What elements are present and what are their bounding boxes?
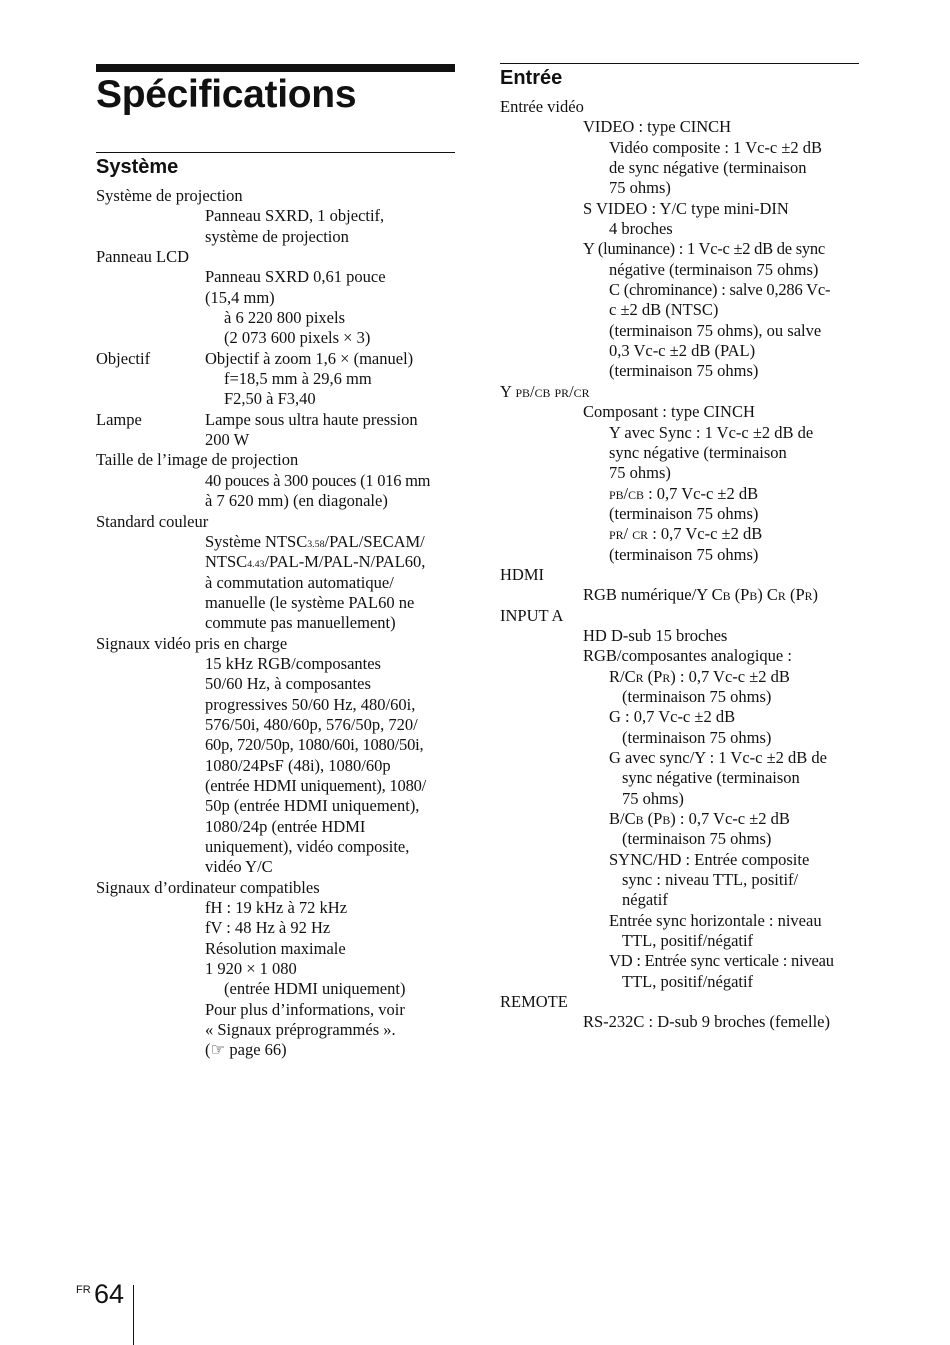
spec-line: système de projection xyxy=(205,226,349,246)
spec-line: (2 073 600 pixels × 3) xyxy=(224,328,371,348)
spec-line: (terminaison 75 ohms) xyxy=(622,727,772,747)
spec-line: (terminaison 75 ohms) xyxy=(609,503,759,523)
spec-line: vidéo Y/C xyxy=(205,857,273,877)
spec-line: Standard couleur xyxy=(96,511,209,531)
spec-line: HD D-sub 15 broches xyxy=(583,625,728,645)
spec-line: (terminaison 75 ohms), ou salve xyxy=(609,320,822,340)
spec-line: VD : Entrée sync verticale : niveau xyxy=(609,951,834,971)
spec-line: Entrée sync horizontale : niveau xyxy=(609,910,822,930)
spec-line: G avec sync/Y : 1 Vc-c ±2 dB de xyxy=(609,748,827,767)
spec-line: (entrée HDMI uniquement), 1080/ xyxy=(205,775,427,795)
spec-line: R/CR (PR) : 0,7 Vc-c ±2 dB xyxy=(609,666,790,686)
spec-line: RGB/composantes analogique : xyxy=(583,646,792,666)
spec-line: 0,3 Vc-c ±2 dB (PAL) xyxy=(609,341,756,361)
spec-line: 75 ohms) xyxy=(609,463,671,483)
spec-line: Composant : type CINCH xyxy=(583,402,755,422)
spec-line: Lampe Lampe sous ultra haute pression xyxy=(96,409,418,429)
spec-line: manuelle (le système PAL60 ne xyxy=(205,592,415,612)
spec-line: NTSC4.43/PAL-M/PAL-N/PAL60, xyxy=(205,552,426,572)
spec-line: Y PB/CB PR/CR xyxy=(500,381,590,401)
spec-line: TTL, positif/négatif xyxy=(622,931,754,951)
spec-line: commute pas manuellement) xyxy=(205,613,396,633)
spec-line: (terminaison 75 ohms) xyxy=(622,829,772,849)
spec-line: « Signaux préprogrammés ». xyxy=(205,1020,396,1040)
spec-line: PB/CB : 0,7 Vc-c ±2 dB xyxy=(609,483,759,503)
spec-line: Entrée vidéo xyxy=(500,97,584,116)
spec-line: (terminaison 75 ohms) xyxy=(609,361,759,381)
spec-line: PR/ CR : 0,7 Vc-c ±2 dB xyxy=(609,524,763,544)
systeme-spec-list xyxy=(96,186,458,1061)
spec-line: Panneau SXRD 0,61 pouce xyxy=(205,267,386,287)
spec-line: Signaux d’ordinateur compatibles xyxy=(96,877,320,897)
spec-line: Taille de l’image de projection xyxy=(96,450,299,470)
spec-line: (terminaison 75 ohms) xyxy=(609,544,759,564)
spec-line: HDMI xyxy=(500,564,544,584)
spec-line: Panneau SXRD, 1 objectif, xyxy=(205,206,385,226)
spec-line: Objectif Objectif à zoom 1,6 × (manuel) xyxy=(96,348,414,368)
spec-line: f=18,5 mm à 29,6 mm xyxy=(224,369,372,389)
spec-line: VIDEO : type CINCH xyxy=(583,117,732,137)
spec-line: 4 broches xyxy=(609,219,673,239)
spec-line: 40 pouces à 300 pouces (1 016 mm xyxy=(205,470,431,490)
spec-line: TTL, positif/négatif xyxy=(622,971,754,991)
spec-line: RS-232C : D-sub 9 broches (femelle) xyxy=(583,1012,830,1032)
spec-line: négatif xyxy=(622,890,668,910)
spec-line: uniquement), vidéo composite, xyxy=(205,837,410,856)
spec-line: (15,4 mm) xyxy=(205,287,275,307)
entree-spec-list xyxy=(500,97,860,1033)
folio-rule xyxy=(133,1285,134,1345)
spec-line: Système de projection xyxy=(96,186,243,205)
spec-line: INPUT A xyxy=(500,605,564,625)
spec-line: Système NTSC3.58/PAL/SECAM/ xyxy=(205,531,425,551)
spec-line: 15 kHz RGB/composantes xyxy=(205,653,381,673)
spec-line: B/CB (PB) : 0,7 Vc-c ±2 dB xyxy=(609,809,790,829)
spec-line: fH : 19 kHz à 72 kHz xyxy=(205,898,348,918)
spec-line: (terminaison 75 ohms) xyxy=(622,686,772,706)
section-rule-systeme xyxy=(96,152,455,153)
page-number: 64 xyxy=(94,1279,125,1309)
spec-line: Y (luminance) : 1 Vc-c ±2 dB de sync xyxy=(583,239,825,259)
spec-line: progressives 50/60 Hz, 480/60i, xyxy=(205,694,416,714)
spec-line: 75 ohms) xyxy=(609,178,671,198)
page-title: Spécifications xyxy=(96,73,357,116)
spec-line: (☞ page 66) xyxy=(205,1040,287,1060)
section-heading-systeme: Système xyxy=(96,156,179,178)
spec-line: F2,50 à F3,40 xyxy=(224,389,316,409)
spec-line: RGB numérique/Y CB (PB) CR (PR) xyxy=(583,585,819,605)
spec-line: C (chrominance) : salve 0,286 Vc- xyxy=(609,280,831,300)
spec-line: Signaux vidéo pris en charge xyxy=(96,633,288,653)
spec-line: Résolution maximale xyxy=(205,938,346,958)
spec-line: 576/50i, 480/60p, 576/50p, 720/ xyxy=(205,714,418,734)
spec-line: sync : niveau TTL, positif/ xyxy=(622,870,799,890)
section-heading-entree: Entrée xyxy=(500,67,563,89)
spec-line: (entrée HDMI uniquement) xyxy=(224,979,406,999)
section-rule-entree xyxy=(500,63,859,64)
spec-line: négative (terminaison 75 ohms) xyxy=(609,259,819,279)
spec-line: S VIDEO : Y/C type mini-DIN xyxy=(583,198,789,218)
spec-line: c ±2 dB (NTSC) xyxy=(609,300,719,320)
spec-line: 1080/24p (entrée HDMI xyxy=(205,816,366,836)
spec-line: 1 920 × 1 080 xyxy=(205,959,297,979)
spec-line: Panneau LCD xyxy=(96,247,190,267)
spec-line: 75 ohms) xyxy=(622,788,684,808)
folio-language-code: FR xyxy=(76,1284,91,1296)
spec-line: Pour plus d’informations, voir xyxy=(205,999,405,1019)
spec-line: fV : 48 Hz à 92 Hz xyxy=(205,918,331,938)
spec-line: à commutation automatique/ xyxy=(205,572,394,592)
spec-line: REMOTE xyxy=(500,992,568,1012)
spec-line: SYNC/HD : Entrée composite xyxy=(609,849,810,869)
spec-line: Vidéo composite : 1 Vc-c ±2 dB xyxy=(609,137,823,157)
spec-line: 60p, 720/50p, 1080/60i, 1080/50i, xyxy=(205,735,424,755)
spec-line: 1080/24PsF (48i), 1080/60p xyxy=(205,755,391,775)
spec-line: sync négative (terminaison xyxy=(622,768,800,788)
spec-line: de sync négative (terminaison xyxy=(609,158,807,178)
spec-line: 50p (entrée HDMI uniquement), xyxy=(205,796,420,816)
spec-line: G : 0,7 Vc-c ±2 dB xyxy=(609,707,736,727)
title-rule xyxy=(96,64,455,72)
spec-line: 200 W xyxy=(205,430,250,450)
spec-line: à 7 620 mm) (en diagonale) xyxy=(205,491,388,511)
spec-line: 50/60 Hz, à composantes xyxy=(205,674,371,694)
spec-line: à 6 220 800 pixels xyxy=(224,308,345,328)
spec-line: Y avec Sync : 1 Vc-c ±2 dB de xyxy=(609,422,814,442)
spec-line: sync négative (terminaison xyxy=(609,442,787,462)
